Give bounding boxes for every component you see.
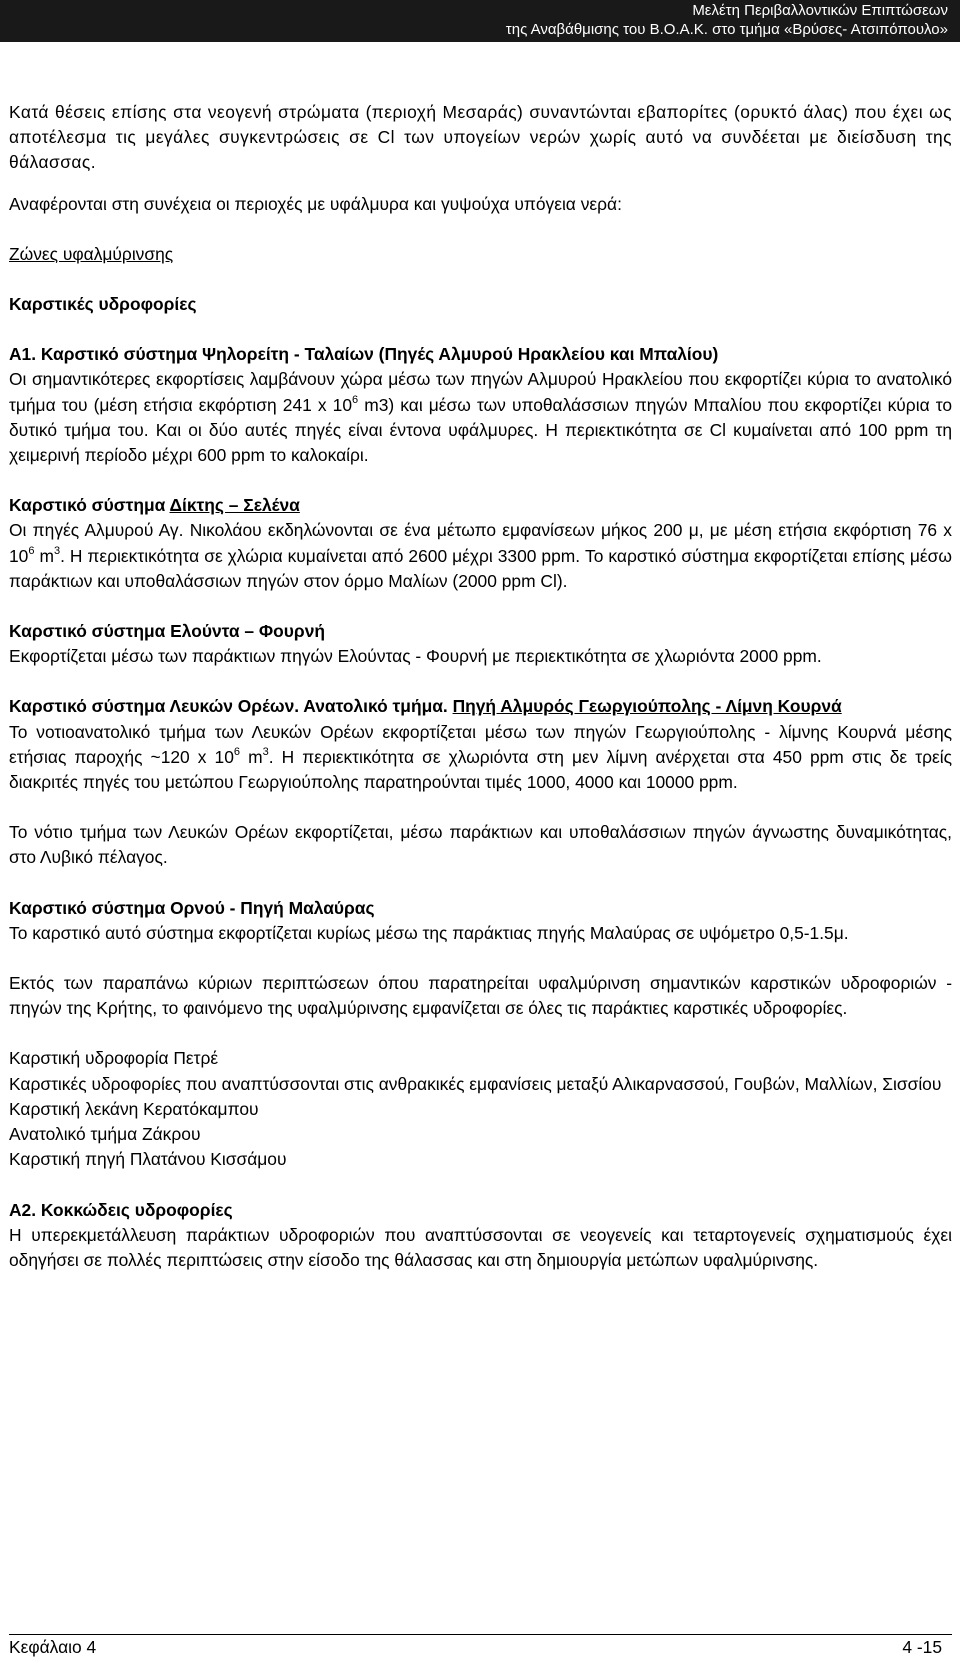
a2-heading: Α2. Κοκκώδεις υδροφορίες	[9, 1199, 233, 1220]
header-title: Μελέτη Περιβαλλοντικών Επιπτώσεων	[692, 2, 948, 19]
intro-paragraph: Κατά θέσεις επίσης στα νεογενή στρώματα (περιοχή Μεσαράς) συναντώνται εβαπορίτες (ορυκτό άλας) που έχει ως αποτέλεσμα τις μεγάλες συγκεντρώσεις σε Cl των υπογείων νερών χωρίς αυτό να συνδέεται με διείσδυση της θάλασσας.	[9, 102, 952, 173]
list-item: Ανατολικό τμήμα Ζάκρου	[9, 1124, 201, 1145]
dikti-text	[9, 518, 952, 594]
list-item: Καρστική πηγή Πλατάνου Κισσάμου	[9, 1149, 287, 1170]
elounta-heading: Καρστικό σύστημα Ελούντα – Φουρνή	[9, 621, 325, 642]
footer-divider	[9, 1634, 952, 1635]
dikti-heading-part2: Δίκτης – Σελένα	[169, 495, 300, 516]
dikti-superscript-1: 6	[28, 544, 35, 557]
lefka-superscript-2: 3	[262, 745, 269, 758]
lefka-text-part1: Το νοτιοανατολικό τμήμα των Λευκών Ορέων εκφορτίζεται μέσω των πηγών Γεωργιούπολης - λίμνης Κουρνά μέσης ετήσιας παροχής ~120 x 10	[9, 721, 952, 767]
a1-text-part1: Οι σημαντικότερες εκφορτίσεις λαμβάνουν χώρα μέσω των πηγών Αλμυρού Ηρακλείου που εκφορτίζει κύρια το ανατολικό τμήμα του (μέση ετήσια εκφόρτιση 241 x 10	[9, 369, 952, 415]
page-header	[0, 0, 960, 42]
orno-text: Το καρστικό αυτό σύστημα εκφορτίζεται κυρίως μέσω της παράκτιας πηγής Μαλαύρας σε υψόμετρο 0,5-1.5μ.	[9, 922, 849, 943]
lefka-text	[9, 720, 952, 796]
dikti-text-part3: . Η περιεκτικότητα σε χλώρια κυμαίνεται από 2600 μέχρι 3300 ppm. Το καρστικό σύστημα εκφορτίζεται επίσης μέσω παράκτιων και υποθαλάσσιων πηγών στον όρμο Μαλίων (2000 ppm Cl).	[9, 545, 952, 591]
list-item: Καρστικές υδροφορίες που αναπτύσσονται στις ανθρακικές εμφανίσεις μεταξύ Αλικαρνασσού, Γουβών, Μαλλίων, Σισσίου	[9, 1073, 942, 1094]
footer-chapter: Κεφάλαιο 4	[9, 1637, 97, 1657]
lefka-south-text: Το νότιο τμήμα των Λευκών Ορέων εκφορτίζεται, μέσω παράκτιων και υποθαλάσσιων πηγών άγνωστης δυναμικότητας, στο Λυβικό πέλαγος.	[9, 822, 952, 868]
a1-text	[9, 367, 952, 468]
a1-heading: Α1. Καρστικό σύστημα Ψηλορείτη - Ταλαίων (Πηγές Αλμυρού Ηρακλείου και Μπαλίου)	[9, 344, 719, 365]
elounta-text: Εκφορτίζεται μέσω των παράκτιων πηγών Ελούντας - Φουρνή με περιεκτικότητα σε χλωριόντα 2000 ppm.	[9, 646, 822, 667]
dikti-text-part2: m	[34, 545, 54, 566]
zones-heading: Ζώνες υφαλμύρινσης	[9, 243, 174, 264]
lefka-superscript-1: 6	[233, 745, 240, 758]
summary-paragraph: Εκτός των παραπάνω κύριων περιπτώσεων όπου παρατηρείται υφαλμύρινση σημαντικών καρστικών υδροφοριών - πηγών της Κρήτης, το φαινόμενο της υφαλμύρινσης εμφανίζεται σε όλες τις παράκτιες καρστικές υδροφορίες.	[9, 973, 952, 1019]
karst-heading: Καρστικές υδροφορίες	[9, 294, 197, 315]
intro-list-lead: Αναφέρονται στη συνέχεια οι περιοχές με υφάλμυρα και γυψούχα υπόγεια νερά:	[9, 193, 622, 214]
footer-page-number: 4 -15	[902, 1637, 942, 1657]
list-item: Καρστική υδροφορία Πετρέ	[9, 1048, 219, 1069]
aquifer-list	[9, 1046, 952, 1172]
lefka-text-part3: . Η περιεκτικότητα σε χλωριόντα στη μεν λίμνη ανέρχεται στα 450 ppm στις δε τρείς διακριτές πηγές του μετώπου Γεωργιούπολης παρατηρούνται τιμές 1000, 4000 και 10000 ppm.	[9, 746, 953, 793]
lefka-heading-part1: Καρστικό σύστημα Λευκών Ορέων. Ανατολικό τμήμα.	[9, 696, 453, 717]
dikti-heading-part1: Καρστικό σύστημα	[9, 495, 170, 516]
lefka-heading-part2: Πηγή Αλμυρός Γεωργιούπολης - Λίμνη Κουρνά	[452, 696, 842, 717]
dikti-superscript-2: 3	[53, 544, 61, 557]
document-body	[9, 100, 952, 1273]
lefka-text-part2: m	[240, 746, 263, 767]
a1-superscript: 6	[352, 393, 359, 406]
orno-heading: Καρστικό σύστημα Ορνού - Πηγή Μαλαύρας	[9, 897, 375, 918]
list-item: Καρστική λεκάνη Κερατόκαμπου	[9, 1098, 259, 1119]
a2-text: Η υπερεκμετάλλευση παράκτιων υδροφοριών που αναπτύσσονται σε νεογενείς και τεταρτογενείς σχηματισμούς έχει οδηγήσει σε πολλές περιπτώσεις στην είσοδο της θάλασσας και στη δημιουργία μετώπων υφαλμύρινσης.	[9, 1224, 952, 1270]
a1-text-part2: m3) και μέσω των υποθαλάσσιων πηγών Μπαλίου που εκφορτίζει κύρια το δυτικό τμήμα του. Και οι δύο αυτές πηγές είναι έντονα υφάλμυρες. Η περιεκτικότητα σε Cl κυμαίνεται από 100 ppm τη χειμερινή περίοδο μέχρι 600 ppm το καλοκαίρι.	[9, 394, 953, 466]
lefka-heading	[9, 694, 952, 719]
dikti-text-part1: Οι πηγές Αλμυρού Αγ. Νικολάου εκδηλώνονται σε ένα μέτωπο εμφανίσεων μήκος 200 μ, με μέση ετήσια εκφόρτιση 76 x 10	[9, 520, 952, 566]
dikti-heading	[9, 493, 952, 518]
header-subtitle: της Αναβάθμισης του Β.Ο.Α.Κ. στο τμήμα «Βρύσες- Ατσιπόπουλο»	[505, 21, 948, 38]
